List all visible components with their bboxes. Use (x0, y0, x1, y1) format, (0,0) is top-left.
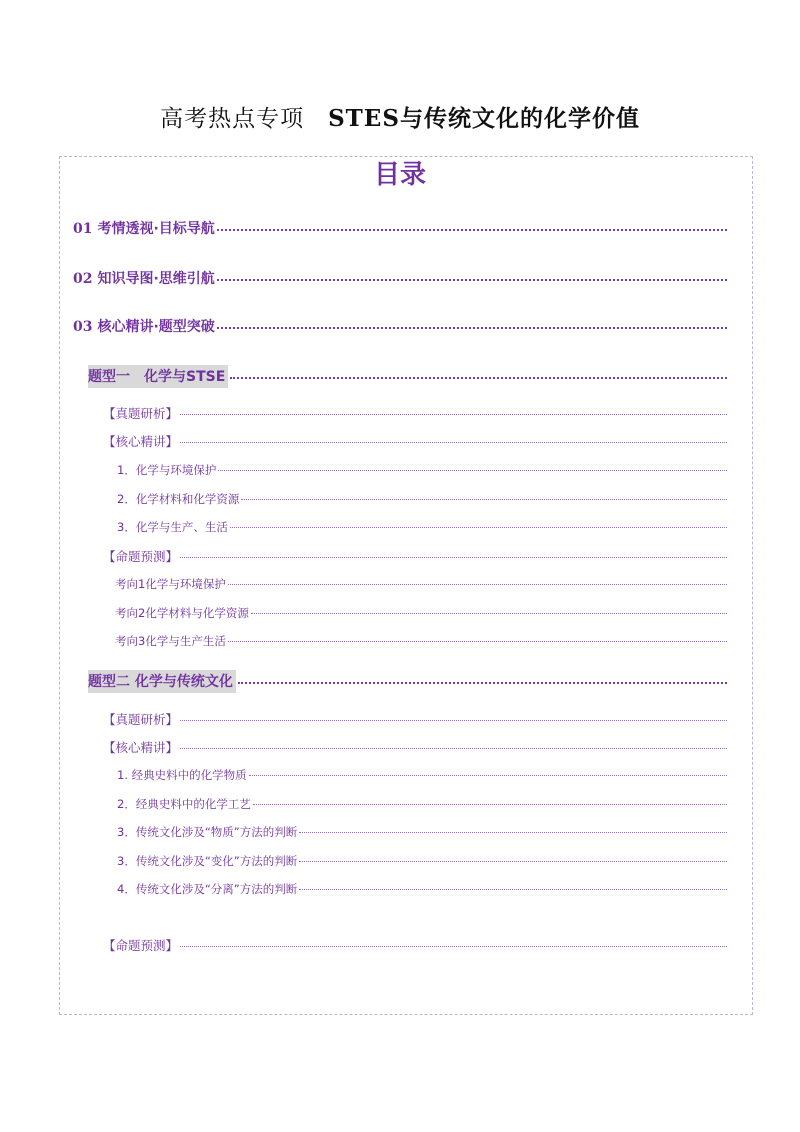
toc-entry-label: 【核心精讲】 (103, 434, 179, 449)
toc-section-number: 02 (73, 271, 93, 287)
title-lead: 高考热点专项 (160, 106, 305, 132)
toc-entry[interactable] (117, 881, 727, 897)
toc-entry-label: 考向1化学与环境保护 (115, 577, 226, 591)
toc-section-label: 核心精讲·题型突破 (97, 319, 215, 335)
title-rest: 与传统文化的化学价值 (399, 106, 640, 132)
document-title (0, 100, 800, 133)
toc-entry[interactable] (115, 576, 727, 592)
toc-entry[interactable] (115, 605, 727, 621)
toc-entry-label: 【真题研析】 (103, 406, 179, 421)
dot-leader (230, 376, 727, 379)
toc-entry[interactable] (117, 462, 727, 478)
toc-entry-label: 4．传统文化涉及“分离”方法的判断 (117, 882, 298, 896)
toc-entry[interactable] (103, 547, 727, 565)
toc-entry[interactable] (115, 633, 727, 649)
toc-heading: 目录 (373, 160, 426, 190)
toc-entry-label: 【真题研析】 (103, 712, 179, 727)
toc-section-01[interactable] (73, 218, 727, 238)
dot-leader (180, 719, 727, 721)
toc-entry[interactable] (103, 432, 727, 450)
dot-leader (299, 860, 727, 862)
toc-entry[interactable] (103, 738, 727, 756)
dot-leader (217, 228, 727, 231)
toc-entry[interactable] (117, 519, 727, 535)
dot-leader (228, 640, 727, 642)
dot-leader (180, 945, 727, 947)
toc-entry-label: 3．传统文化涉及“变化”方法的判断 (117, 854, 298, 868)
toc-entry-label: 【命题预测】 (103, 938, 179, 953)
dot-leader (299, 831, 727, 833)
title-stes: STES (328, 105, 400, 132)
toc-section-03[interactable] (73, 316, 727, 336)
toc-section-label: 知识导图·思维引航 (97, 271, 215, 287)
toc-entry-label: 3．传统文化涉及“物质”方法的判断 (117, 825, 298, 839)
toc-entry[interactable] (117, 853, 727, 869)
dot-leader (249, 774, 727, 776)
toc-entry-label: 2．经典史料中的化学工艺 (117, 797, 251, 811)
toc-entry[interactable] (117, 824, 727, 840)
toc-entry-label: 【命题预测】 (103, 549, 179, 564)
toc-type1[interactable] (88, 365, 727, 388)
toc-section-number: 01 (73, 221, 93, 237)
dot-leader (217, 326, 727, 329)
dot-leader (251, 612, 727, 614)
dot-leader (230, 526, 727, 528)
toc-entry[interactable] (103, 710, 727, 728)
dot-leader (241, 498, 727, 500)
toc-entry-label: 考向3化学与生产生活 (115, 634, 226, 648)
toc-entry[interactable] (103, 404, 727, 422)
toc-type-label: 题型二 化学与传统文化 (88, 670, 236, 693)
toc-type-label: 题型一 化学与STSE (88, 365, 228, 388)
toc-entry[interactable] (117, 796, 727, 812)
dot-leader (228, 583, 727, 585)
dot-leader (238, 681, 727, 684)
toc-entry-label: 3．化学与生产、生活 (117, 520, 228, 534)
toc-section-number: 03 (73, 319, 93, 335)
toc-entry-label: 2．化学材料和化学资源 (117, 492, 240, 506)
dot-leader (217, 278, 727, 281)
dot-leader (299, 888, 727, 890)
dot-leader (180, 747, 727, 749)
toc-entry[interactable] (117, 767, 727, 783)
toc-type2[interactable] (88, 670, 727, 693)
dot-leader (180, 556, 727, 558)
toc-entry-label: 考向2化学材料与化学资源 (115, 606, 249, 620)
toc-entry[interactable] (103, 936, 727, 954)
toc-entry-label: 1．化学与环境保护 (117, 463, 217, 477)
dot-leader (180, 441, 727, 443)
toc-entry-label: 1. 经典史料中的化学物质 (117, 768, 247, 782)
dot-leader (253, 803, 727, 805)
dot-leader (218, 469, 727, 471)
toc-section-02[interactable] (73, 268, 727, 288)
toc-entry[interactable] (117, 491, 727, 507)
dot-leader (180, 413, 727, 415)
toc-entry-label: 【核心精讲】 (103, 740, 179, 755)
toc-section-label: 考情透视·目标导航 (97, 221, 215, 237)
